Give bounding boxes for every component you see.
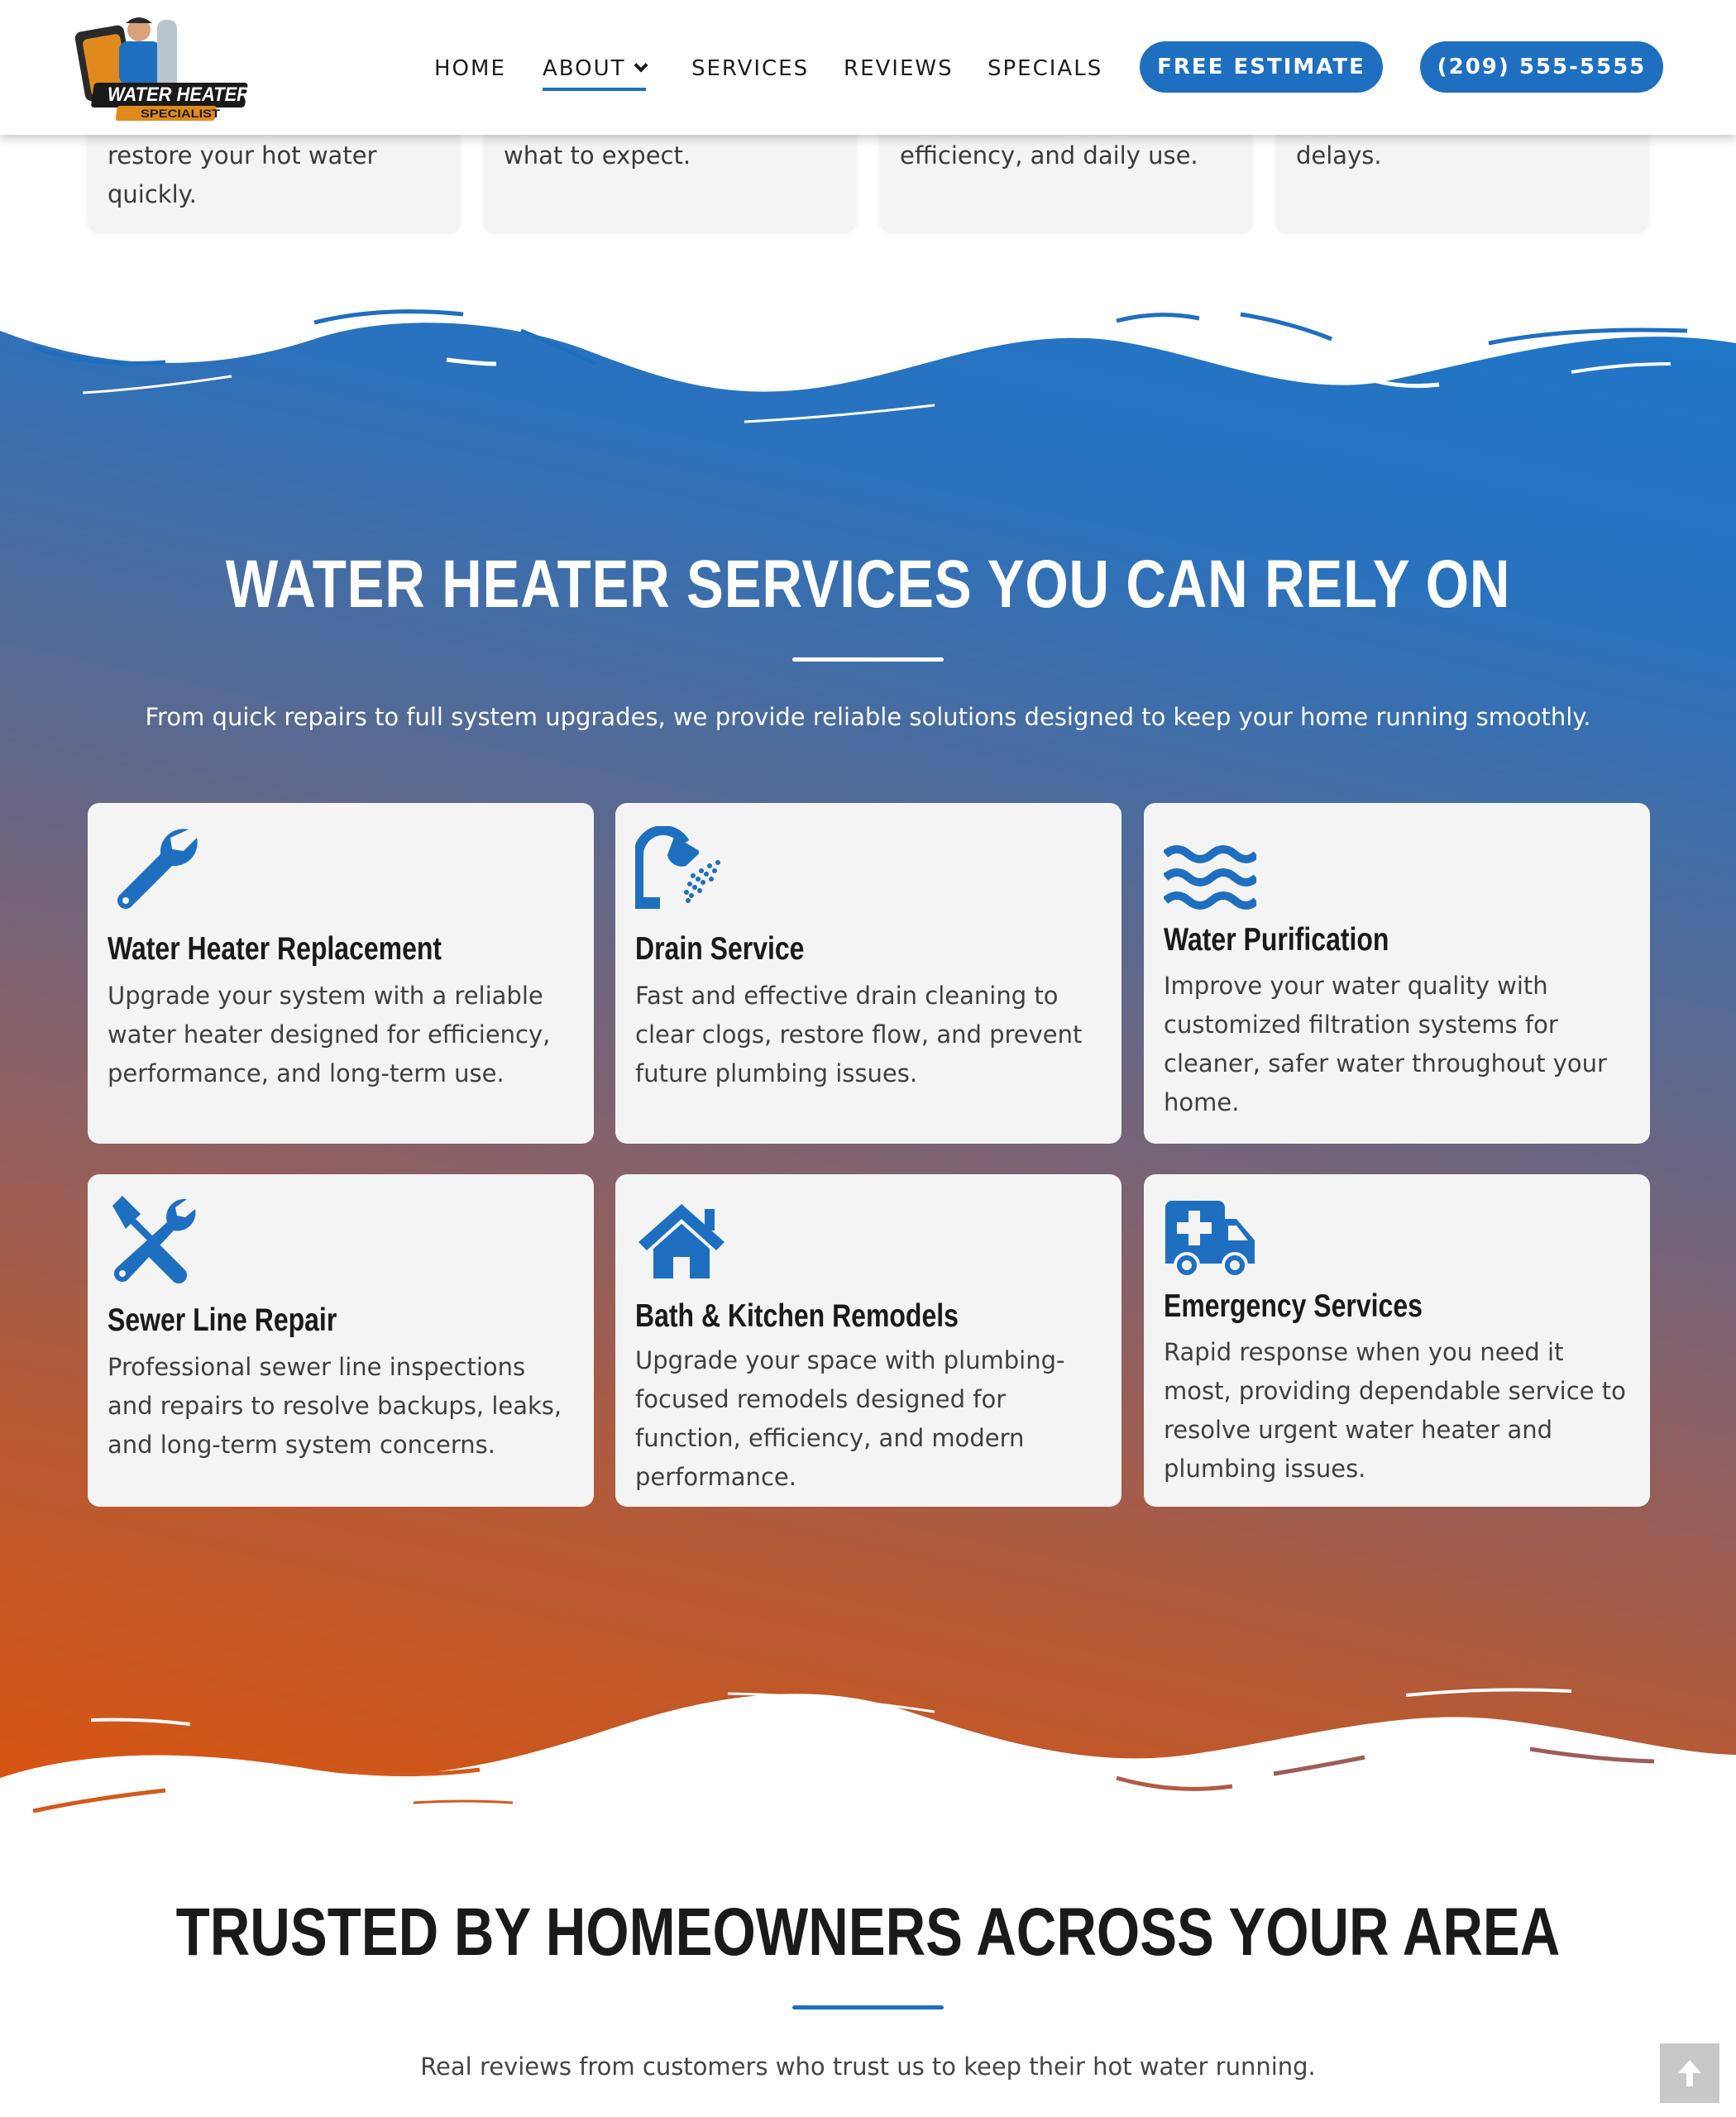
- service-card-water-purification[interactable]: [1144, 803, 1650, 1144]
- house-icon: [635, 1196, 728, 1288]
- trust-subtitle: Real reviews from customers who trust us to keep their hot water running.: [420, 2052, 1316, 2081]
- ambulance-icon: [1164, 1194, 1256, 1287]
- service-card-emergency-services[interactable]: [1144, 1174, 1650, 1507]
- tools-icon: [108, 1192, 200, 1285]
- nav-specials[interactable]: SPECIALS: [988, 56, 1103, 81]
- service-card-text: Rapid response when you need it most, providing dependable service to resolve urgent water heater and plumbing issues.: [1164, 1338, 1626, 1483]
- service-card-text: Professional sewer line inspections and repairs to resolve backups, leaks, and long-term system concerns.: [108, 1353, 562, 1459]
- bottom-wave-divider: [0, 1662, 1736, 1819]
- wrench-icon: [108, 820, 200, 912]
- nav-home[interactable]: HOME: [434, 56, 506, 81]
- nav-services[interactable]: SERVICES: [691, 56, 810, 81]
- site-header: [0, 0, 1736, 135]
- nav-about[interactable]: ABOUT: [543, 56, 646, 91]
- service-card-text: Fast and effective drain cleaning to clear clogs, restore flow, and prevent future plumbing issues.: [635, 982, 1083, 1087]
- service-card-text: Upgrade your space with plumbing-focused remodels designed for function, efficiency, and modern performance.: [635, 1346, 1065, 1491]
- arrow-up-icon: [1660, 2043, 1719, 2103]
- service-card-title: Water Purification: [1164, 922, 1389, 958]
- service-card-title: Emergency Services: [1164, 1288, 1423, 1324]
- service-card-title: Sewer Line Repair: [108, 1302, 337, 1338]
- site-logo[interactable]: [71, 12, 265, 124]
- top-wave-divider: [0, 298, 1736, 455]
- services-title: WATER HEATER SERVICES YOU CAN RELY ON: [225, 547, 1511, 622]
- services-subtitle: From quick repairs to full system upgrades, we provide reliable solutions designed to keep your home running smoothly.: [145, 703, 1591, 731]
- feature-card-text: what to expect.: [504, 141, 691, 170]
- feature-card-text: delays.: [1296, 141, 1382, 170]
- shower-icon: [635, 826, 728, 919]
- service-card-bath-kitchen-remodels[interactable]: [615, 1174, 1121, 1507]
- trust-title: TRUSTED BY HOMEOWNERS ACROSS YOUR AREA: [175, 1895, 1561, 1970]
- service-card-title: Drain Service: [635, 931, 805, 967]
- phone-button[interactable]: (209) 555-5555: [1420, 41, 1663, 93]
- title-underline: [792, 2005, 944, 2009]
- service-card-title: Bath & Kitchen Remodels: [635, 1298, 959, 1334]
- nav-reviews[interactable]: REVIEWS: [844, 56, 954, 81]
- brand-line2: SPECIALIST: [141, 107, 221, 120]
- water-waves-icon: [1164, 831, 1256, 924]
- brand-line1: WATER HEATER: [108, 84, 251, 106]
- service-card-sewer-line-repair[interactable]: [88, 1174, 594, 1507]
- feature-card-text: restore your hot water quickly.: [108, 141, 377, 208]
- service-card-text: Improve your water quality with customized filtration systems for cleaner, safer water throughout your home.: [1164, 972, 1607, 1116]
- chevron-down-icon: [634, 59, 648, 73]
- service-card-water-heater-replacement[interactable]: [88, 803, 594, 1144]
- title-underline: [792, 657, 944, 662]
- service-card-drain-service[interactable]: [615, 803, 1121, 1144]
- service-card-title: Water Heater Replacement: [108, 931, 442, 967]
- back-to-top-button[interactable]: [1660, 2043, 1719, 2103]
- service-card-text: Upgrade your system with a reliable water heater designed for efficiency, performance, and long-term use.: [108, 982, 551, 1087]
- free-estimate-button[interactable]: FREE ESTIMATE: [1140, 41, 1383, 93]
- feature-card-text: efficiency, and daily use.: [900, 141, 1198, 170]
